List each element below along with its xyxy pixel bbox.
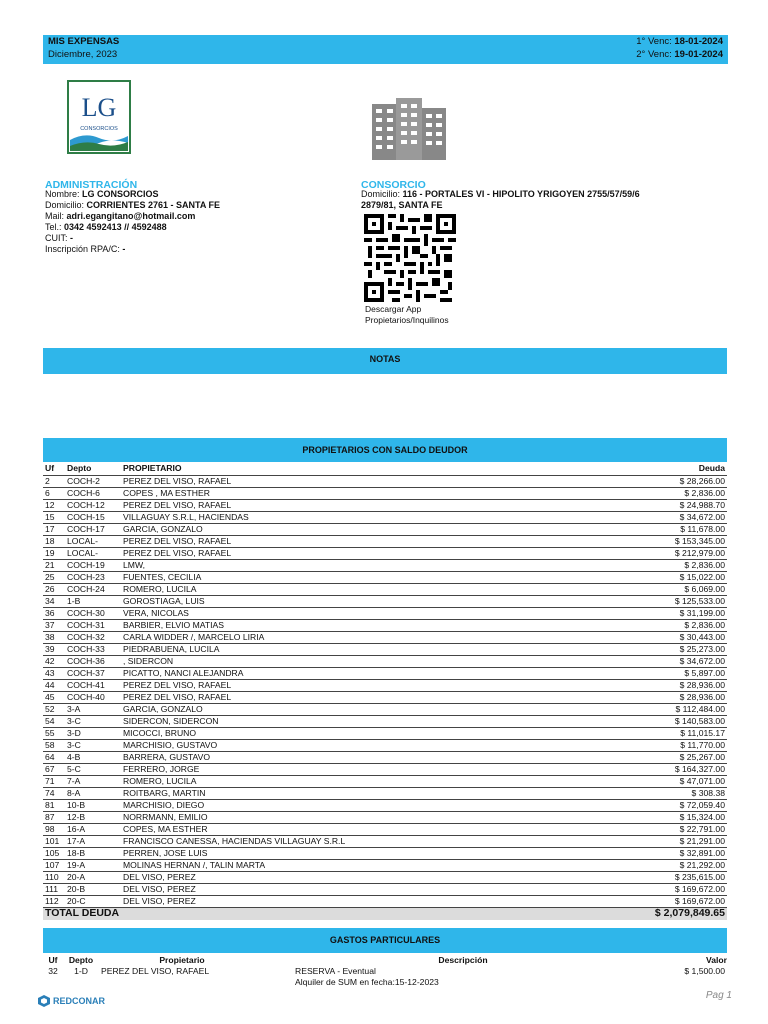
- cell-deuda: $ 6,069.00: [607, 583, 727, 595]
- cell-depto: 7-A: [65, 775, 121, 787]
- cell-uf: 111: [43, 883, 65, 895]
- cell-propietario: COPES, MA ESTHER: [121, 823, 607, 835]
- cell-deuda: $ 5,897.00: [607, 667, 727, 679]
- cell-depto: 17-A: [65, 835, 121, 847]
- gastos-table: [43, 955, 727, 988]
- cell-deuda: $ 28,936.00: [607, 679, 727, 691]
- deudor-row: [43, 715, 727, 727]
- header-title: MIS EXPENSAS: [48, 36, 120, 47]
- cell-propietario: SIDERCON, SIDERCON: [121, 715, 607, 727]
- cell-depto: COCH-41: [65, 679, 121, 691]
- header-bar: [43, 35, 728, 64]
- cell-uf: 38: [43, 631, 65, 643]
- cell-propietario: GARCIA, GONZALO: [121, 523, 607, 535]
- cell-propietario: ROMERO, LUCILA: [121, 583, 607, 595]
- deudor-row: [43, 511, 727, 523]
- col-uf: Uf: [43, 463, 65, 475]
- admin-mail: Mail: adri.egangitano@hotmail.com: [45, 211, 196, 221]
- cell-deuda: $ 34,672.00: [607, 511, 727, 523]
- cell-propietario: CARLA WIDDER /, MARCELO LIRIA: [121, 631, 607, 643]
- cell-depto: COCH-2: [65, 475, 121, 487]
- deudor-row: [43, 643, 727, 655]
- cell-propietario: , SIDERCON: [121, 655, 607, 667]
- deudor-row: [43, 823, 727, 835]
- cell-deuda: $ 25,267.00: [607, 751, 727, 763]
- gastos-header-row: [43, 955, 727, 966]
- g-descripcion-line1: RESERVA - Eventual: [295, 966, 376, 976]
- deudor-row: [43, 523, 727, 535]
- cell-depto: COCH-24: [65, 583, 121, 595]
- cell-depto: COCH-12: [65, 499, 121, 511]
- total-deuda-value: $ 2,079,849.65: [607, 907, 727, 920]
- cell-uf: 37: [43, 619, 65, 631]
- cell-uf: 52: [43, 703, 65, 715]
- cell-uf: 54: [43, 715, 65, 727]
- cell-propietario: DEL VISO, PEREZ: [121, 883, 607, 895]
- cell-deuda: $ 24,988.70: [607, 499, 727, 511]
- consorcio-domicilio-line2: 2879/81, SANTA FE: [361, 200, 443, 210]
- cell-deuda: $ 2,836.00: [607, 619, 727, 631]
- cell-propietario: MARCHISIO, DIEGO: [121, 799, 607, 811]
- cell-uf: 58: [43, 739, 65, 751]
- admin-nombre: Nombre: LG CONSORCIOS: [45, 189, 159, 199]
- cell-depto: 20-B: [65, 883, 121, 895]
- cell-depto: COCH-19: [65, 559, 121, 571]
- cell-deuda: $ 28,266.00: [607, 475, 727, 487]
- cell-uf: 81: [43, 799, 65, 811]
- cell-deuda: $ 112,484.00: [607, 703, 727, 715]
- deudores-band: PROPIETARIOS CON SALDO DEUDOR: [43, 438, 727, 462]
- cell-depto: COCH-15: [65, 511, 121, 523]
- admin-rpa: Inscripción RPA/C: -: [45, 244, 126, 254]
- cell-propietario: MICOCCI, BRUNO: [121, 727, 607, 739]
- notas-band: NOTAS: [43, 348, 727, 374]
- deudor-row: [43, 751, 727, 763]
- cell-propietario: BARBIER, ELVIO MATIAS: [121, 619, 607, 631]
- cell-uf: 42: [43, 655, 65, 667]
- cell-propietario: DEL VISO, PEREZ: [121, 871, 607, 883]
- cell-uf: 43: [43, 667, 65, 679]
- cell-depto: 16-A: [65, 823, 121, 835]
- administracion-title: ADMINISTRACIÓN: [45, 179, 138, 191]
- col-deuda: Deuda: [607, 463, 727, 475]
- cell-depto: 12-B: [65, 811, 121, 823]
- deudor-row: [43, 871, 727, 883]
- admin-domicilio: Domicilio: CORRIENTES 2761 - SANTA FE: [45, 200, 221, 210]
- cell-depto: 3-C: [65, 715, 121, 727]
- deudor-row: [43, 895, 727, 907]
- cell-uf: 39: [43, 643, 65, 655]
- cell-depto: 20-C: [65, 895, 121, 907]
- g-valor: $ 1,500.00: [684, 966, 725, 976]
- redconar-mark-icon: [38, 995, 50, 1007]
- deudor-row: [43, 655, 727, 667]
- redconar-brand: REDCONAR: [53, 996, 106, 1006]
- cell-deuda: $ 164,327.00: [607, 763, 727, 775]
- cell-propietario: PEREZ DEL VISO, RAFAEL: [121, 535, 607, 547]
- cell-uf: 101: [43, 835, 65, 847]
- cell-deuda: $ 169,672.00: [607, 883, 727, 895]
- cell-uf: 98: [43, 823, 65, 835]
- g-propietario: PEREZ DEL VISO, RAFAEL: [101, 966, 210, 976]
- cell-depto: 20-A: [65, 871, 121, 883]
- g-uf: 32: [48, 966, 58, 976]
- deudor-row: [43, 487, 727, 499]
- cell-propietario: MARCHISIO, GUSTAVO: [121, 739, 607, 751]
- cell-uf: 18: [43, 535, 65, 547]
- cell-propietario: COPES , MA ESTHER: [121, 487, 607, 499]
- cell-deuda: $ 2,836.00: [607, 559, 727, 571]
- cell-depto: LOCAL-: [65, 547, 121, 559]
- cell-uf: 17: [43, 523, 65, 535]
- cell-depto: 3-D: [65, 727, 121, 739]
- redconar-logo: [38, 994, 105, 1008]
- deudores-table: [43, 463, 727, 920]
- cell-uf: 87: [43, 811, 65, 823]
- cell-uf: 2: [43, 475, 65, 487]
- building-icon: [370, 96, 448, 160]
- deudor-row: [43, 847, 727, 859]
- cell-deuda: $ 125,533.00: [607, 595, 727, 607]
- lg-consorcios-logo: [67, 80, 131, 154]
- cell-deuda: $ 28,936.00: [607, 691, 727, 703]
- cell-propietario: LMW,: [121, 559, 607, 571]
- svg-text:LG: LG: [81, 93, 117, 122]
- col-propietario: PROPIETARIO: [121, 463, 607, 475]
- g-descripcion: [265, 966, 661, 988]
- qr-caption-line2: Propietarios/Inquilinos: [365, 315, 449, 325]
- admin-tel: Tel.: 0342 4592413 // 4592488: [45, 222, 167, 232]
- cell-uf: 112: [43, 895, 65, 907]
- cell-uf: 107: [43, 859, 65, 871]
- cell-depto: COCH-23: [65, 571, 121, 583]
- qr-caption: [365, 304, 449, 326]
- gcol-depto: Depto: [68, 955, 94, 965]
- col-depto: Depto: [65, 463, 121, 475]
- g-depto: 1-D: [74, 966, 88, 976]
- cell-deuda: $ 21,292.00: [607, 859, 727, 871]
- cell-deuda: $ 11,678.00: [607, 523, 727, 535]
- app-download-qr-code[interactable]: [364, 214, 456, 302]
- cell-depto: COCH-33: [65, 643, 121, 655]
- cell-uf: 26: [43, 583, 65, 595]
- deudor-row: [43, 595, 727, 607]
- cell-uf: 105: [43, 847, 65, 859]
- gcol-uf: Uf: [48, 955, 58, 965]
- deudor-row: [43, 475, 727, 487]
- total-deuda-row: [43, 907, 727, 920]
- cell-uf: 110: [43, 871, 65, 883]
- cell-depto: 10-B: [65, 799, 121, 811]
- cell-deuda: $ 31,199.00: [607, 607, 727, 619]
- cell-propietario: MOLINAS HERNAN /, TALIN MARTA: [121, 859, 607, 871]
- header-period: Diciembre, 2023: [48, 49, 118, 60]
- consorcio-domicilio: Domicilio: 116 - PORTALES VI - HIPOLITO YRIGOYEN 2755/57/59/6: [361, 189, 640, 199]
- cell-propietario: BARRERA, GUSTAVO: [121, 751, 607, 763]
- cell-depto: 5-C: [65, 763, 121, 775]
- cell-depto: LOCAL-: [65, 535, 121, 547]
- cell-uf: 36: [43, 607, 65, 619]
- cell-propietario: ROMERO, LUCILA: [121, 775, 607, 787]
- cell-deuda: $ 308.38: [607, 787, 727, 799]
- cell-deuda: $ 72,059.40: [607, 799, 727, 811]
- cell-propietario: PICATTO, NANCI ALEJANDRA: [121, 667, 607, 679]
- cell-propietario: PEREZ DEL VISO, RAFAEL: [121, 679, 607, 691]
- cell-propietario: NORRMANN, EMILIO: [121, 811, 607, 823]
- deudor-row: [43, 883, 727, 895]
- g-descripcion-line2: Alquiler de SUM en fecha:15-12-2023: [295, 977, 439, 987]
- cell-propietario: FERRERO, JORGE: [121, 763, 607, 775]
- deudor-row: [43, 667, 727, 679]
- page-number: Pag 1: [705, 990, 732, 1001]
- cell-depto: COCH-31: [65, 619, 121, 631]
- deudor-row: [43, 535, 727, 547]
- gcol-descripcion: Descripción: [438, 955, 488, 965]
- deudor-row: [43, 775, 727, 787]
- gcol-propietario: Propietario: [159, 955, 205, 965]
- cell-propietario: GOROSTIAGA, LUIS: [121, 595, 607, 607]
- deudor-row: [43, 727, 727, 739]
- deudor-row: [43, 739, 727, 751]
- deudores-header-row: [43, 463, 727, 475]
- cell-uf: 12: [43, 499, 65, 511]
- gastos-band: GASTOS PARTICULARES: [43, 928, 727, 953]
- cell-depto: COCH-40: [65, 691, 121, 703]
- cell-depto: COCH-17: [65, 523, 121, 535]
- cell-propietario: PEREZ DEL VISO, RAFAEL: [121, 475, 607, 487]
- cell-deuda: $ 2,836.00: [607, 487, 727, 499]
- consorcio-info: [361, 189, 691, 211]
- administracion-info: [45, 189, 220, 255]
- cell-uf: 71: [43, 775, 65, 787]
- deudor-row: [43, 499, 727, 511]
- cell-deuda: $ 235,615.00: [607, 871, 727, 883]
- cell-uf: 6: [43, 487, 65, 499]
- cell-depto: 8-A: [65, 787, 121, 799]
- cell-deuda: $ 212,979.00: [607, 547, 727, 559]
- cell-depto: 19-A: [65, 859, 121, 871]
- deudor-row: [43, 571, 727, 583]
- cell-uf: 21: [43, 559, 65, 571]
- cell-depto: COCH-36: [65, 655, 121, 667]
- second-due-date: 2° Venc: 19-01-2024: [636, 49, 723, 60]
- cell-uf: 45: [43, 691, 65, 703]
- cell-deuda: $ 15,022.00: [607, 571, 727, 583]
- qr-caption-line1: Descargar App: [365, 304, 422, 314]
- cell-propietario: VERA, NICOLAS: [121, 607, 607, 619]
- deudor-row: [43, 691, 727, 703]
- cell-propietario: PEREZ DEL VISO, RAFAEL: [121, 691, 607, 703]
- admin-cuit: CUIT: -: [45, 233, 74, 243]
- cell-propietario: FUENTES, CECILIA: [121, 571, 607, 583]
- deudor-row: [43, 811, 727, 823]
- cell-deuda: $ 11,770.00: [607, 739, 727, 751]
- cell-depto: COCH-30: [65, 607, 121, 619]
- cell-deuda: $ 11,015.17: [607, 727, 727, 739]
- cell-propietario: GARCIA, GONZALO: [121, 703, 607, 715]
- cell-depto: COCH-32: [65, 631, 121, 643]
- cell-propietario: PEREZ DEL VISO, RAFAEL: [121, 547, 607, 559]
- cell-deuda: $ 22,791.00: [607, 823, 727, 835]
- deudor-row: [43, 559, 727, 571]
- cell-depto: COCH-37: [65, 667, 121, 679]
- cell-deuda: $ 21,291.00: [607, 835, 727, 847]
- deudor-row: [43, 583, 727, 595]
- cell-uf: 67: [43, 763, 65, 775]
- deudor-row: [43, 763, 727, 775]
- deudor-row: [43, 679, 727, 691]
- cell-propietario: PEREZ DEL VISO, RAFAEL: [121, 499, 607, 511]
- cell-propietario: ROITBARG, MARTIN: [121, 787, 607, 799]
- deudor-row: [43, 547, 727, 559]
- deudor-row: [43, 619, 727, 631]
- cell-depto: 3-A: [65, 703, 121, 715]
- deudor-row: [43, 787, 727, 799]
- cell-deuda: $ 32,891.00: [607, 847, 727, 859]
- cell-depto: COCH-6: [65, 487, 121, 499]
- cell-deuda: $ 30,443.00: [607, 631, 727, 643]
- cell-deuda: $ 15,324.00: [607, 811, 727, 823]
- cell-deuda: $ 153,345.00: [607, 535, 727, 547]
- cell-depto: 1-B: [65, 595, 121, 607]
- cell-propietario: PIEDRABUENA, LUCILA: [121, 643, 607, 655]
- cell-uf: 55: [43, 727, 65, 739]
- deudor-row: [43, 631, 727, 643]
- svg-text:CONSORCIOS: CONSORCIOS: [80, 126, 118, 132]
- cell-deuda: $ 34,672.00: [607, 655, 727, 667]
- cell-propietario: DEL VISO, PEREZ: [121, 895, 607, 907]
- cell-deuda: $ 169,672.00: [607, 895, 727, 907]
- deudor-row: [43, 799, 727, 811]
- cell-depto: 4-B: [65, 751, 121, 763]
- gcol-valor: Valor: [705, 955, 727, 965]
- cell-uf: 64: [43, 751, 65, 763]
- gastos-row: [43, 966, 727, 988]
- cell-propietario: PERREN, JOSE LUIS: [121, 847, 607, 859]
- cell-uf: 19: [43, 547, 65, 559]
- total-deuda-label: TOTAL DEUDA: [43, 907, 607, 920]
- cell-deuda: $ 25,273.00: [607, 643, 727, 655]
- cell-depto: 18-B: [65, 847, 121, 859]
- deudor-row: [43, 703, 727, 715]
- first-due-date: 1° Venc: 18-01-2024: [636, 36, 723, 47]
- deudor-row: [43, 859, 727, 871]
- cell-propietario: VILLAGUAY S.R.L, HACIENDAS: [121, 511, 607, 523]
- cell-propietario: FRANCISCO CANESSA, HACIENDAS VILLAGUAY S.R.L: [121, 835, 607, 847]
- cell-deuda: $ 47,071.00: [607, 775, 727, 787]
- cell-depto: 3-C: [65, 739, 121, 751]
- cell-uf: 74: [43, 787, 65, 799]
- cell-deuda: $ 140,583.00: [607, 715, 727, 727]
- cell-uf: 44: [43, 679, 65, 691]
- consorcio-title: CONSORCIO: [361, 179, 426, 191]
- deudor-row: [43, 607, 727, 619]
- deudor-row: [43, 835, 727, 847]
- cell-uf: 15: [43, 511, 65, 523]
- cell-uf: 25: [43, 571, 65, 583]
- cell-uf: 34: [43, 595, 65, 607]
